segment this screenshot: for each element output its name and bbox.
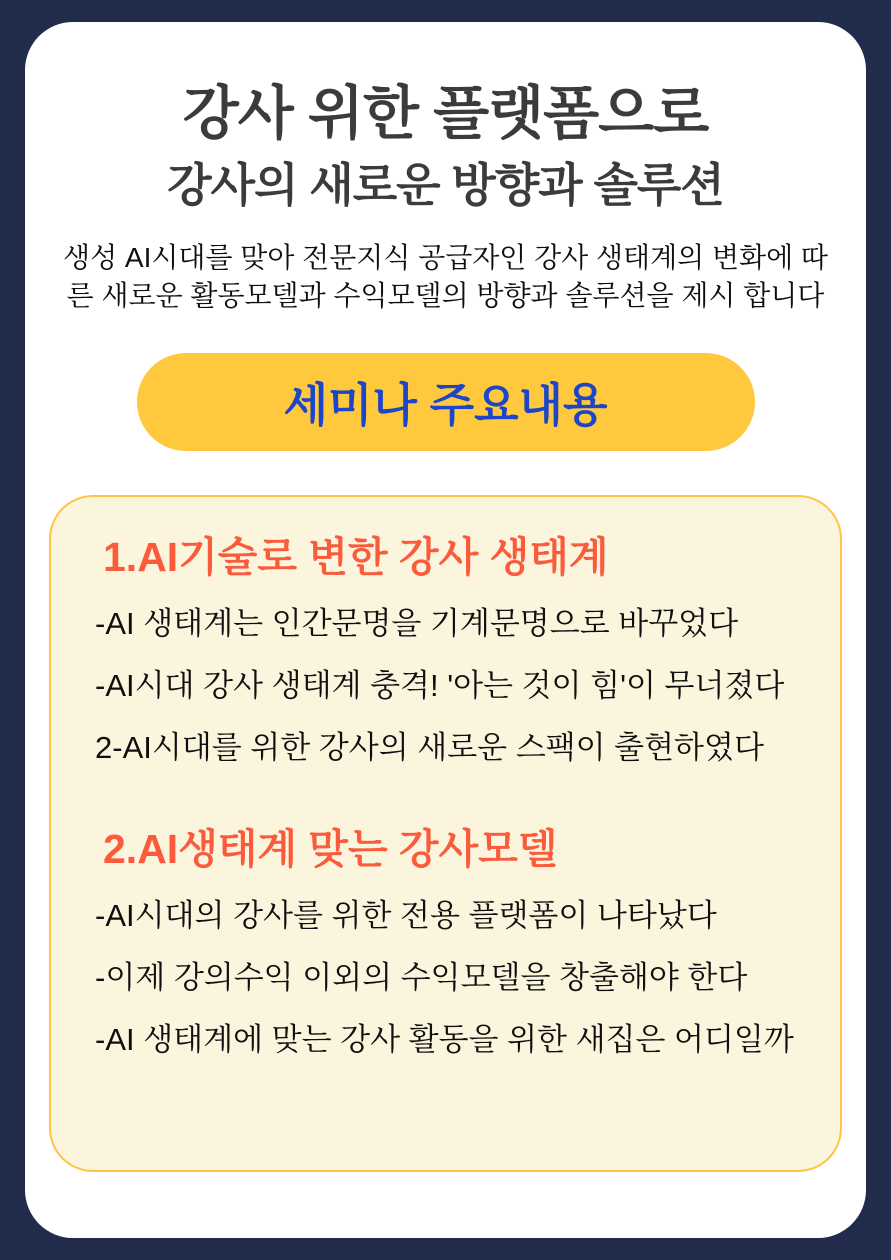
poster-description [25, 239, 866, 315]
poster-description-line1: 생성 AI시대를 맞아 전문지식 공급자인 강사 생태계의 변화에 따 [63, 242, 828, 274]
poster-subtitle: 강사의 새로운 방향과 솔루션 [167, 158, 724, 211]
poster-title: 강사 위한 플랫폼으로 [182, 81, 709, 146]
seminar-content-panel [49, 495, 842, 1172]
seminar-badge[interactable] [137, 353, 755, 451]
poster-description-line2: 른 새로운 활동모델과 수익모델의 방향과 솔루션을 제시 합니다 [66, 280, 825, 312]
section-2-heading: 2.AI생태계 맞는 강사모델 [103, 826, 558, 873]
section-item: 2-AI시대를 위한 강사의 새로운 스팩이 출현하였다 [95, 729, 764, 765]
poster-card [25, 22, 866, 1238]
section-item: -AI 생태계는 인간문명을 기계문명으로 바꾸었다 [95, 606, 739, 642]
section-item: -AI시대의 강사를 위한 전용 플랫폼이 나타났다 [95, 898, 717, 934]
section-item: -AI시대 강사 생태계 충격! '아는 것이 힘'이 무너졌다 [95, 668, 785, 704]
section-1-heading: 1.AI기술로 변한 강사 생태계 [103, 534, 609, 581]
section-item: -AI 생태계에 맞는 강사 활동을 위한 새집은 어디일까 [95, 1021, 794, 1057]
seminar-badge-label: 세미나 주요내용 [283, 379, 608, 432]
section-item: -이제 강의수익 이외의 수익모델을 창출해야 한다 [95, 960, 748, 996]
